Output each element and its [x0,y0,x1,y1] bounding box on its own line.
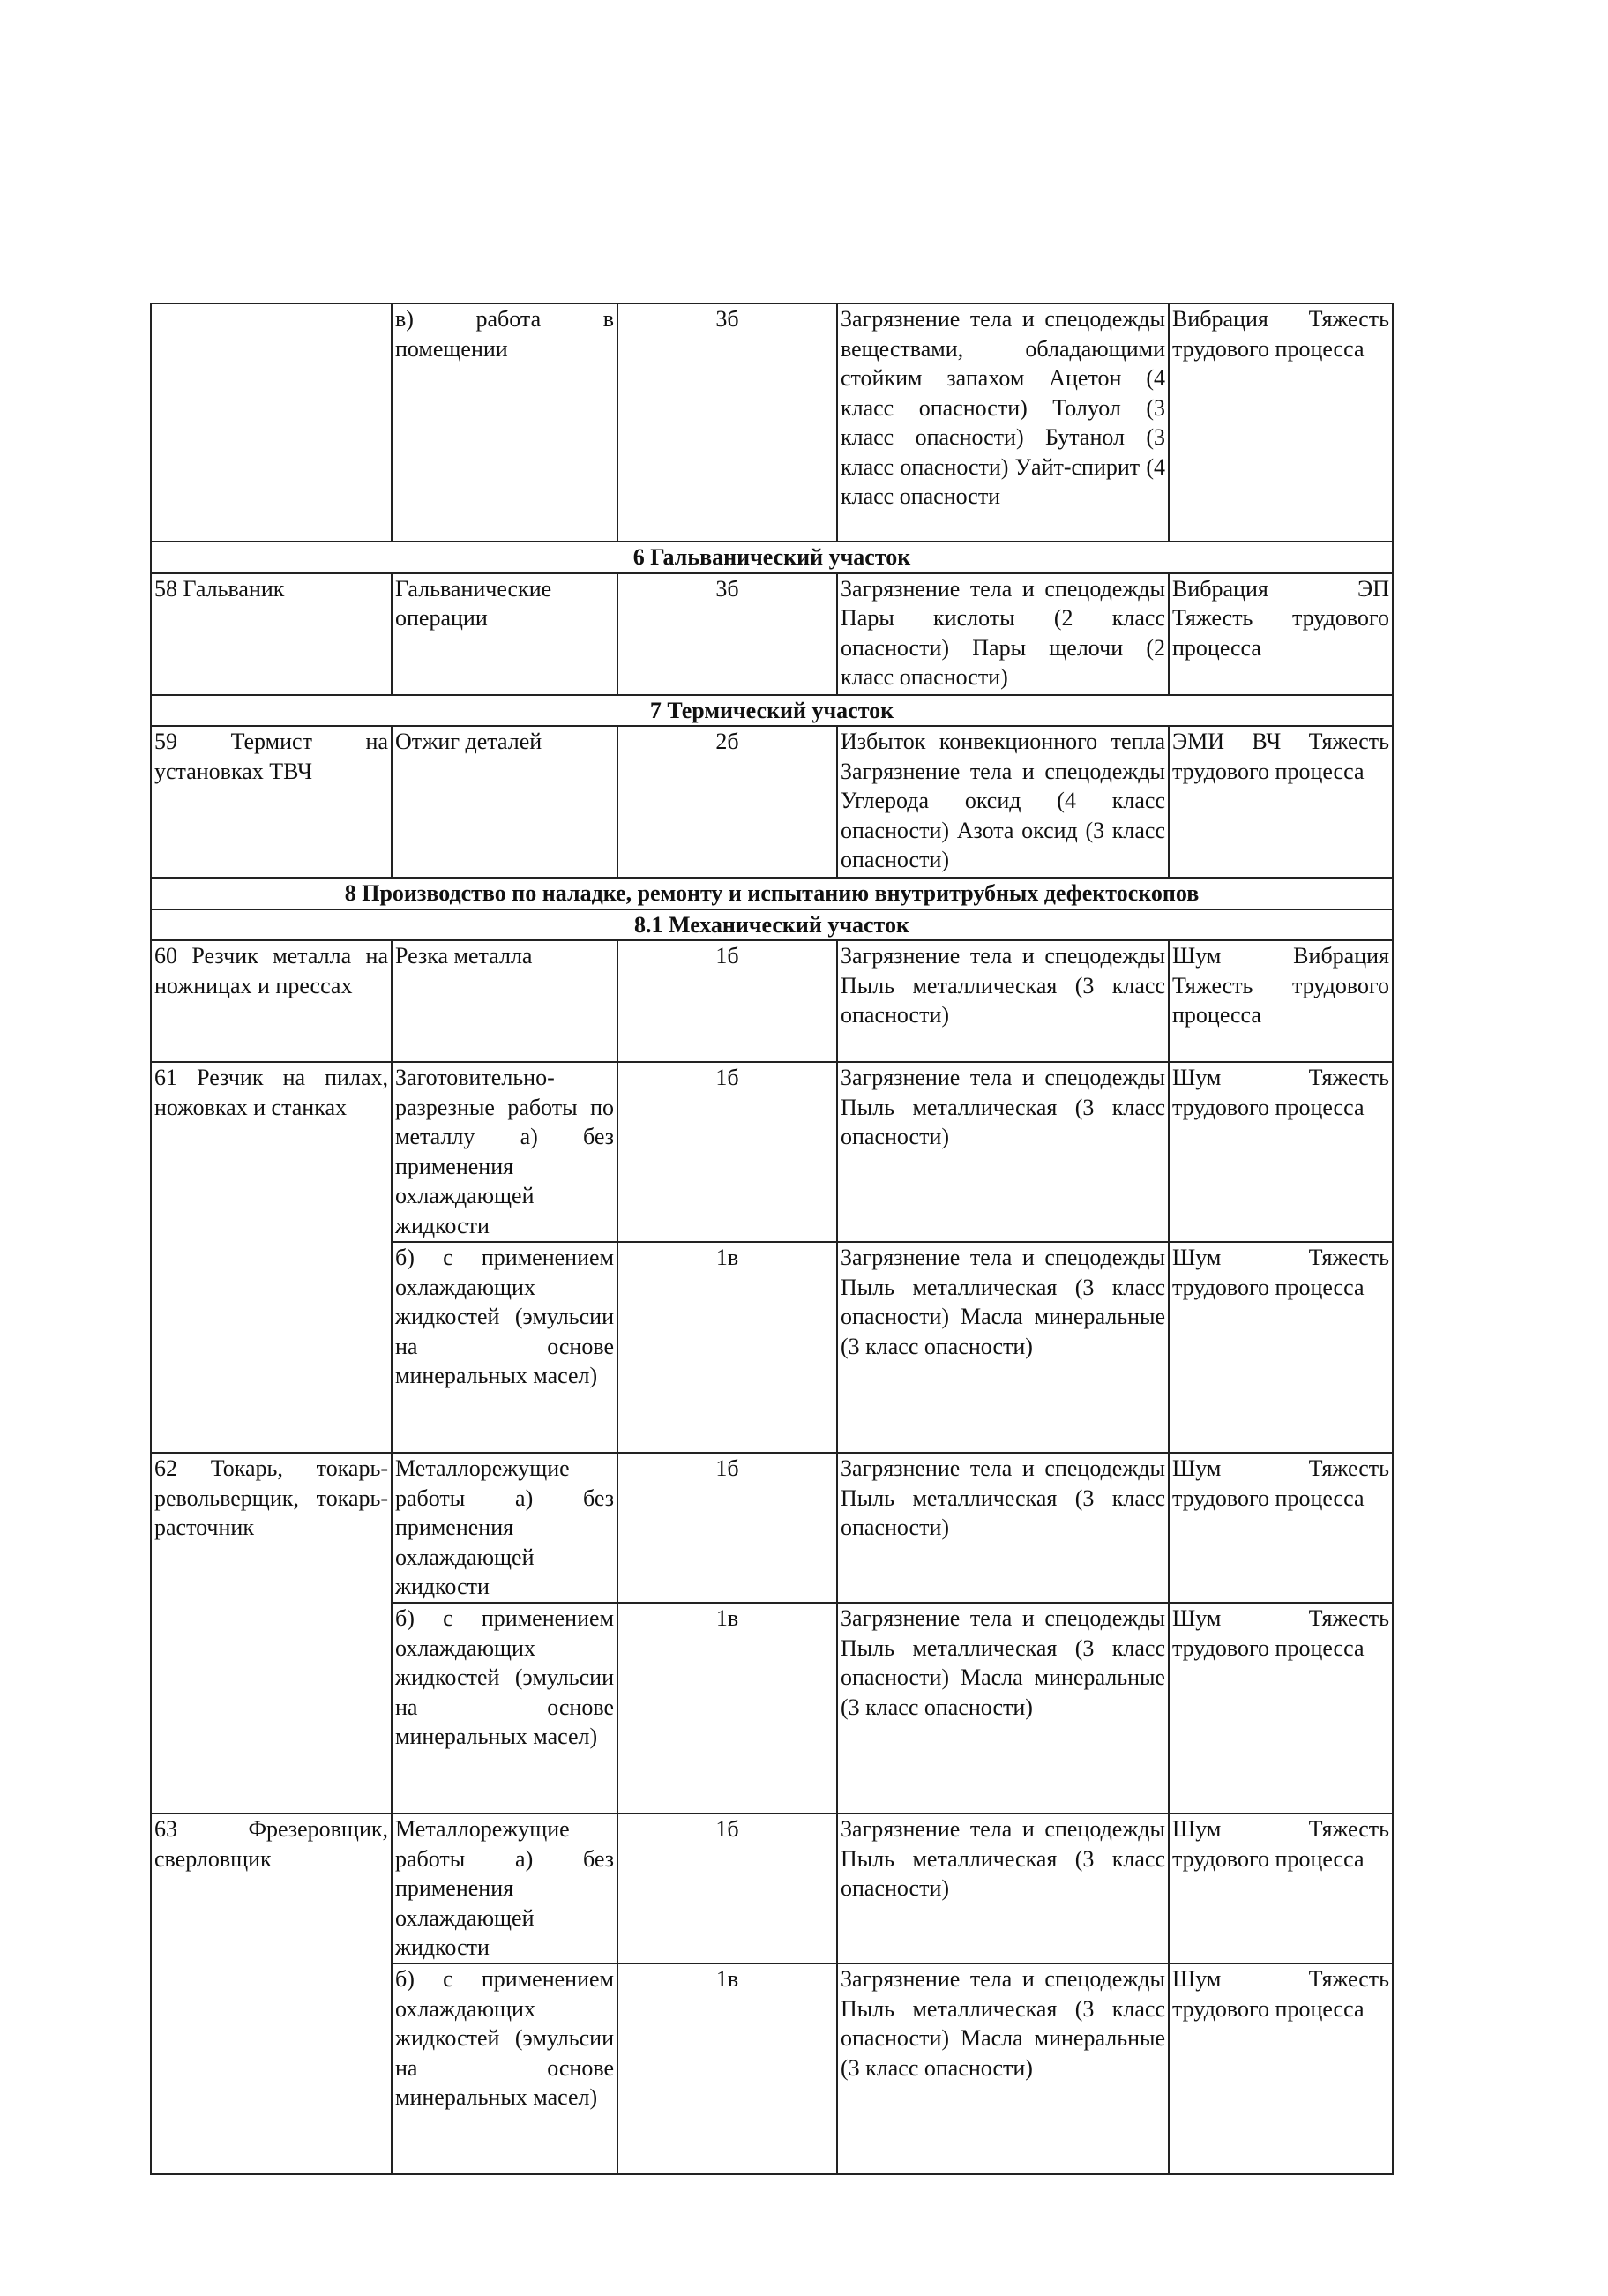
factors-cell: Загрязнение тела и спецодежды Пыль металлическая (3 класс опасности) [837,1453,1169,1603]
other-factors-cell: Шум Тяжесть трудового процесса [1169,1963,1393,2174]
other-factors-cell: Шум Тяжесть трудового процесса [1169,1603,1393,1814]
other-factors-cell: Шум Тяжесть трудового процесса [1169,1242,1393,1453]
other-factors-cell: Вибрация ЭП Тяжесть трудового процесса [1169,573,1393,695]
table-row [151,303,1393,542]
other-factors-cell: Вибрация Тяжесть трудового процесса [1169,303,1393,542]
work-type-cell: Металлорежущие работы а) без применения охлаждающей жидкости [392,1453,617,1603]
work-type-cell: б) с применением охлаждающих жидкостей (эмульсии на основе минеральных масел) [392,1603,617,1814]
factors-cell: Загрязнение тела и спецодежды Пыль металлическая (3 класс опасности) [837,1062,1169,1242]
table-row [151,573,1393,695]
class-cell: 1в [617,1963,837,2174]
work-type-cell: б) с применением охлаждающих жидкостей (эмульсии на основе минеральных масел) [392,1242,617,1453]
table-row [151,1062,1393,1242]
profession-cell: 58 Гальваник [151,573,392,695]
profession-cell: 60 Резчик металла на ножницах и прессах [151,940,392,1062]
class-cell: 3б [617,573,837,695]
profession-cell [151,303,392,542]
profession-cell: 61 Резчик на пилах, ножовках и станках [151,1062,392,1453]
other-factors-cell: Шум Вибрация Тяжесть трудового процесса [1169,940,1393,1062]
work-type-cell: Заготовительно-разрезные работы по металлу а) без применения охлаждающей жидкости [392,1062,617,1242]
section-title: 6 Гальванический участок [151,542,1393,573]
section-row [151,695,1393,727]
factors-cell: Загрязнение тела и спецодежды Пары кислоты (2 класс опасности) Пары щелочи (2 класс опасности) [837,573,1169,695]
class-cell: 1б [617,1062,837,1242]
class-cell: 1б [617,1814,837,1963]
factors-cell: Загрязнение тела и спецодежды Пыль металлическая (3 класс опасности) Масла минеральные (3 класс опасности) [837,1603,1169,1814]
other-factors-cell: Шум Тяжесть трудового процесса [1169,1814,1393,1963]
profession-cell: 62 Токарь, токарь-револьверщик, токарь-расточник [151,1453,392,1814]
class-cell: 1б [617,940,837,1062]
section-row [151,878,1393,909]
other-factors-cell: Шум Тяжесть трудового процесса [1169,1062,1393,1242]
factors-cell: Загрязнение тела и спецодежды веществами, обладающими стойким запахом Ацетон (4 класс опасности) Толуол (3 класс опасности) Бутанол (3 класс опасности) Уайт-спирит (4 класс опасности [837,303,1169,542]
other-factors-cell: ЭМИ ВЧ Тяжесть трудового процесса [1169,726,1393,878]
factors-cell: Загрязнение тела и спецодежды Пыль металлическая (3 класс опасности) [837,940,1169,1062]
class-cell: 1б [617,1453,837,1603]
table-row [151,1814,1393,1963]
class-cell: 3б [617,303,837,542]
factors-cell: Загрязнение тела и спецодежды Пыль металлическая (3 класс опасности) Масла минеральные (3 класс опасности) [837,1963,1169,2174]
table-row [151,1453,1393,1603]
work-type-cell: Отжиг деталей [392,726,617,878]
class-cell: 1в [617,1603,837,1814]
other-factors-cell: Шум Тяжесть трудового процесса [1169,1453,1393,1603]
profession-cell: 63 Фрезеровщик, сверловщик [151,1814,392,2174]
work-type-cell: б) с применением охлаждающих жидкостей (эмульсии на основе минеральных масел) [392,1963,617,2174]
factors-cell: Избыток конвекционного тепла Загрязнение тела и спецодежды Углерода оксид (4 класс опасности) Азота оксид (3 класс опасности) [837,726,1169,878]
profession-cell: 59 Термист на установках ТВЧ [151,726,392,878]
table-row [151,726,1393,878]
work-type-cell: Гальванические операции [392,573,617,695]
work-type-cell: Резка металла [392,940,617,1062]
work-type-cell: в) работа в помещении [392,303,617,542]
section-title: 8 Производство по наладке, ремонту и испытанию внутритрубных дефектоскопов [151,878,1393,909]
factors-cell: Загрязнение тела и спецодежды Пыль металлическая (3 класс опасности) Масла минеральные (3 класс опасности) [837,1242,1169,1453]
class-cell: 2б [617,726,837,878]
section-row [151,909,1393,941]
section-row [151,542,1393,573]
class-cell: 1в [617,1242,837,1453]
table-row [151,940,1393,1062]
work-type-cell: Металлорежущие работы а) без применения охлаждающей жидкости [392,1814,617,1963]
hazard-table [150,303,1394,2175]
section-title: 8.1 Механический участок [151,909,1393,941]
section-title: 7 Термический участок [151,695,1393,727]
factors-cell: Загрязнение тела и спецодежды Пыль металлическая (3 класс опасности) [837,1814,1169,1963]
